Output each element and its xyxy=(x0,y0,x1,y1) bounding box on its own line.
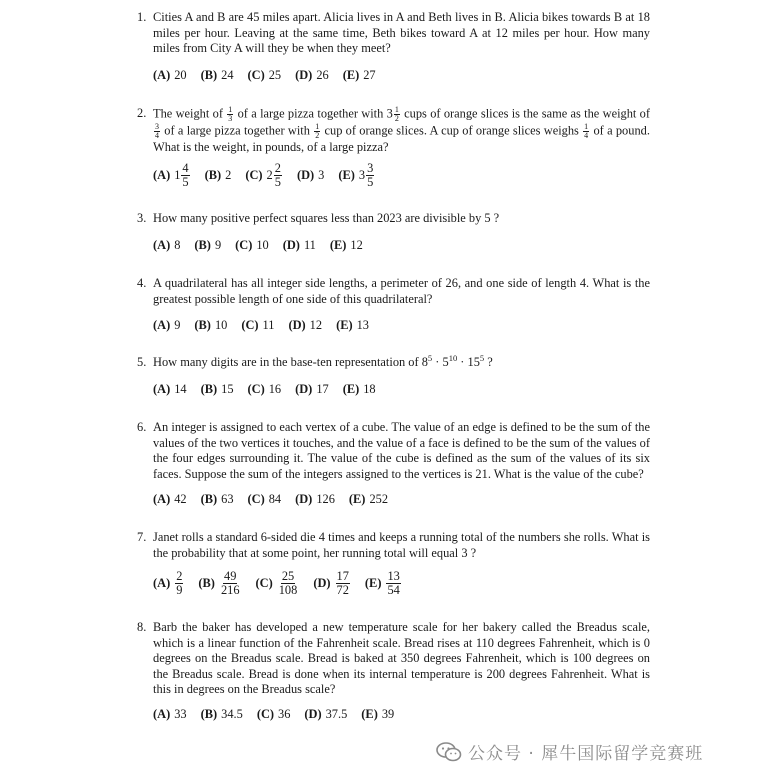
problem-text: A quadrilateral has all integer side lengths, a perimeter of 26, and one side of length 4. What is the greatest possible length of one side of this quadrilateral? xyxy=(153,276,650,306)
choice-d: (D) 3 xyxy=(296,168,325,183)
answer-choices xyxy=(153,707,408,722)
problem-text: The weight of $\frac{1}{3}$ of a large pizza together with 3 $\frac{1}{2}$ cups of orange slices is the same as the weight of $\frac{3}{4}$ of a large pizza together with $\frac{1}{2}$ cup of orange slices. A cup of orange slices weighs $\frac{1}{4}$ of a pound. What is the weight, in pounds, of a large pizza? xyxy=(153,105,650,154)
choice-a: (A) $\frac{2}{9}$ xyxy=(153,569,183,598)
choice-b: (B) 24 xyxy=(200,68,234,82)
answer-choices xyxy=(153,162,389,189)
problem-number: 1. xyxy=(137,10,147,24)
choice-e: (E) 18 xyxy=(342,382,376,396)
choice-e: (E) 3 $\frac{3}{5}$ xyxy=(338,161,374,190)
fraction: $\frac{1}{2}$ xyxy=(394,105,399,123)
problem-text: Janet rolls a standard 6-sided die 4 times and keeps a running total of the numbers she rolls. What is the probability that at some point, her running total will equal 3 ? xyxy=(153,530,650,560)
choice-b: (B) 9 xyxy=(194,238,222,252)
answer-choices xyxy=(153,382,390,397)
problem-number: 6. xyxy=(137,420,147,434)
choice-d: (D) 11 xyxy=(282,238,316,252)
choice-a: (A) 20 xyxy=(153,68,187,82)
answer-choices xyxy=(153,318,383,333)
choice-e: (E) 27 xyxy=(342,68,376,82)
choice-d: (D) 12 xyxy=(288,318,323,332)
choice-e: (E) 252 xyxy=(348,492,389,506)
choice-a: (A) 8 xyxy=(153,238,181,252)
answer-choices xyxy=(153,238,377,253)
choice-c: (C) 10 xyxy=(235,238,269,252)
choice-d: (D) 37.5 xyxy=(304,707,348,721)
choice-b: (B) 10 xyxy=(194,318,228,332)
choice-e: (E) 39 xyxy=(361,707,395,721)
choice-d: (D) 17 xyxy=(295,382,329,396)
choice-e: (E) 13 xyxy=(336,318,369,332)
choice-a: (A) 14 xyxy=(153,382,187,396)
problem-text: How many digits are in the base-ten representation of $8^5 \cdot 5^{10} \cdot 15^5$ ? xyxy=(153,352,493,369)
fraction: $\frac{1}{3}$ xyxy=(228,105,233,123)
answer-choices xyxy=(153,68,390,83)
choice-d: (D) 26 xyxy=(295,68,329,82)
choice-e: (E) 12 xyxy=(329,238,363,252)
choice-a: (A) 33 xyxy=(153,707,187,721)
problem-text: How many positive perfect squares less than 2023 are divisible by 5 ? xyxy=(153,211,500,225)
fraction: $\frac{1}{2}$ xyxy=(315,122,320,140)
watermark-text: 公众号 · 犀牛国际留学竞赛班 xyxy=(468,744,704,764)
choice-d: (D) 126 xyxy=(295,492,335,506)
problem-number: 5. xyxy=(137,355,147,369)
choice-b: (B) 34.5 xyxy=(200,707,243,721)
choice-a: (A) 9 xyxy=(153,318,181,332)
answer-choices xyxy=(153,492,402,507)
choice-c: (C) 84 xyxy=(247,492,282,506)
answer-choices xyxy=(153,570,416,597)
fraction: $\frac{1}{4}$ xyxy=(584,122,589,140)
problem-text: An integer is assigned to each vertex of a cube. The value of an edge is defined to be the sum of the values of the two vertices it touches, and the value of a face is defined to be the sum of the values of the four edges surrounding it. The value of the cube is defined as the sum of the values of its six faces. Suppose the sum of the integers assigned to the vertices is 21. What is the value of the cube? xyxy=(153,420,650,481)
choice-e: (E) $\frac{13}{54}$ xyxy=(364,569,400,598)
choice-b: (B) 15 xyxy=(200,382,234,396)
fraction: $\frac{3}{4}$ xyxy=(155,122,159,140)
choice-a: (A) 1 $\frac{4}{5}$ xyxy=(153,161,189,190)
choice-c: (C) 16 xyxy=(247,382,282,396)
choice-c: (C) $\frac{25}{108}$ xyxy=(255,569,298,598)
problem-number: 7. xyxy=(137,530,147,544)
choice-c: (C) 11 xyxy=(241,318,275,332)
choice-c: (C) 2 $\frac{2}{5}$ xyxy=(245,161,281,190)
problem-number: 3. xyxy=(137,211,147,225)
choice-a: (A) 42 xyxy=(153,492,187,506)
choice-b: (B) 2 xyxy=(204,168,232,183)
wechat-icon xyxy=(436,742,462,762)
problem-number: 2. xyxy=(137,106,147,120)
choice-d: (D) $\frac{17}{72}$ xyxy=(313,569,349,598)
problem-number: 8. xyxy=(137,620,147,634)
problem-number: 4. xyxy=(137,276,147,290)
problem-text: Barb the baker has developed a new temperature scale for her bakery called the Breadus scale, which is a linear function of the Fahrenheit scale. Bread rises at 110 degrees Fahrenheit, which is 0 degrees on the Breadus scale. Bread is baked at 350 degrees Fahrenheit, which is 100 degrees on the Breadus scale. Bread is done when its internal temperature is 200 degrees Fahrenheit. What is this in degrees on the Breadus scale? xyxy=(153,620,650,696)
choice-c: (C) 25 xyxy=(247,68,282,82)
choice-b: (B) $\frac{49}{216}$ xyxy=(198,569,240,598)
choice-c: (C) 36 xyxy=(256,707,291,721)
problem-text: Cities A and B are 45 miles apart. Alicia lives in A and Beth lives in B. Alicia bikes towards B at 18 miles per hour. Leaving at the same time, Beth bikes toward A at 12 miles per hour. How many miles from City A will they be when they meet? xyxy=(153,10,650,55)
choice-b: (B) 63 xyxy=(200,492,234,506)
watermark xyxy=(436,739,703,764)
